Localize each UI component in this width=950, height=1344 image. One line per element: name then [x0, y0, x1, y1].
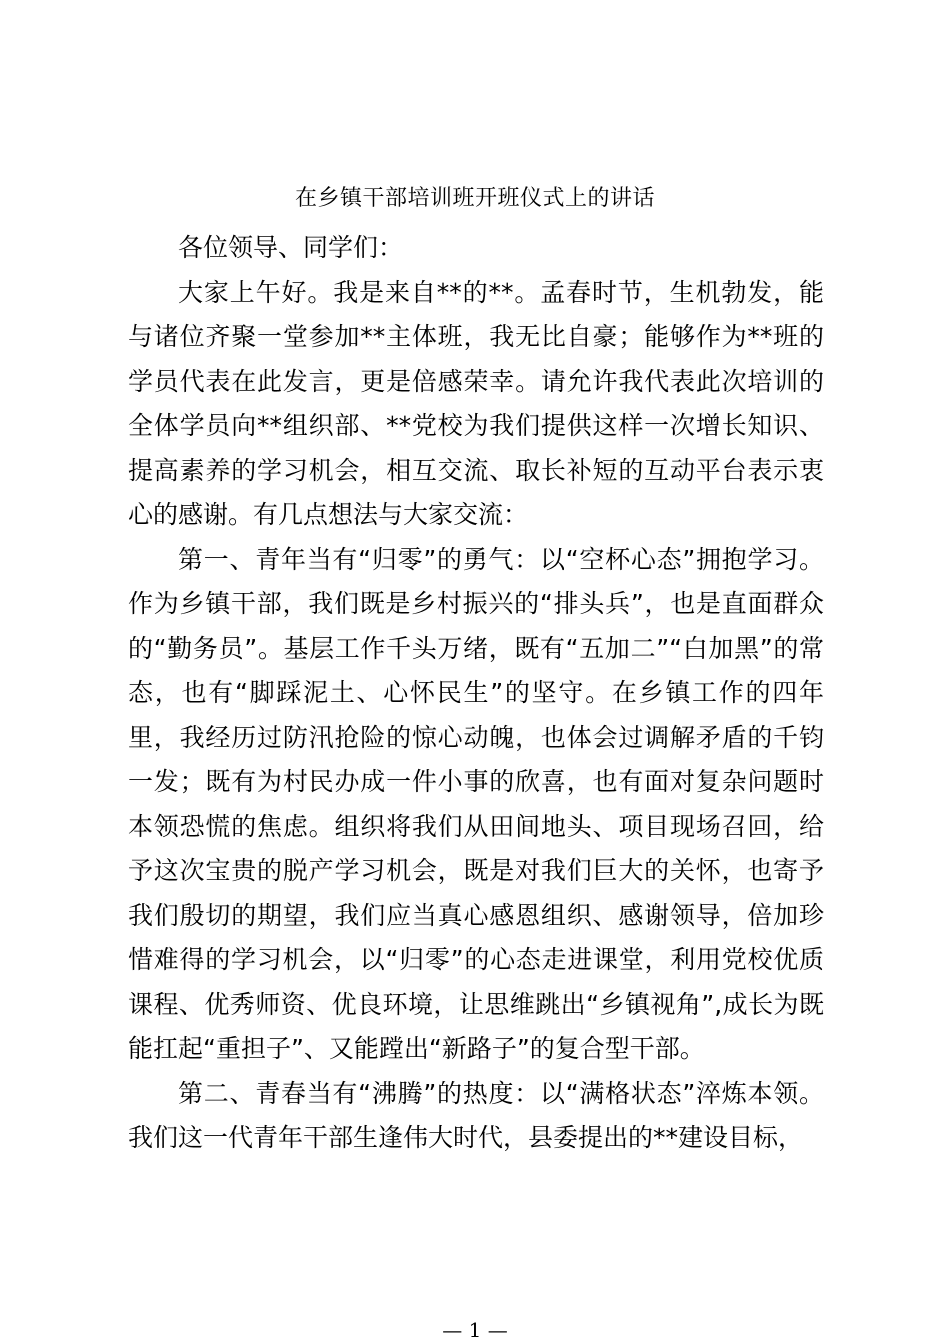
- document-body: [128, 226, 824, 1161]
- document-title: 在乡镇干部培训班开班仪式上的讲话: [294, 186, 655, 211]
- page-number: — 1 —: [442, 1318, 508, 1342]
- salutation: 各位领导、同学们：: [178, 233, 404, 262]
- paragraph-point-two: 第二、青春当有“沸腾”的热度：以“满格状态”淬炼本领。我们这一代青年干部生逢伟大时代，县委提出的**建设目标，: [128, 1078, 824, 1152]
- paragraph-greeting: 大家上午好。我是来自**的**。孟春时节，生机勃发，能与诸位齐聚一堂参加**主体班，我无比自豪；能够作为**班的学员代表在此发言，更是倍感荣幸。请允许我代表此次培训的全体学员向**组织部、**党校为我们提供这样一次增长知识、提高素养的学习机会，相互交流、取长补短的互动平台表示衷心的感谢。有几点想法与大家交流：: [128, 277, 824, 529]
- paragraph-point-one: 第一、青年当有“归零”的勇气：以“空杯心态”拥抱学习。作为乡镇干部，我们既是乡村振兴的“排头兵”，也是直面群众的“勤务员”。基层工作千头万绪，既有“五加二”“白加黑”的常态，也有“脚踩泥土、心怀民生”的坚守。在乡镇工作的四年里，我经历过防汛抢险的惊心动魄，也体会过调解矛盾的千钧一发；既有为村民办成一件小事的欣喜，也有面对复杂问题时本领恐慌的焦虑。组织将我们从田间地头、项目现场召回，给予这次宝贵的脱产学习机会，既是对我们巨大的关怀，也寄予我们殷切的期望，我们应当真心感恩组织、感谢领导，倍加珍惜难得的学习机会，以“归零”的心态走进课堂，利用党校优质课程、优秀师资、优良环境，让思维跳出“乡镇视角”,成长为既能扛起“重担子”、又能蹚出“新路子”的复合型干部。: [128, 544, 824, 1063]
